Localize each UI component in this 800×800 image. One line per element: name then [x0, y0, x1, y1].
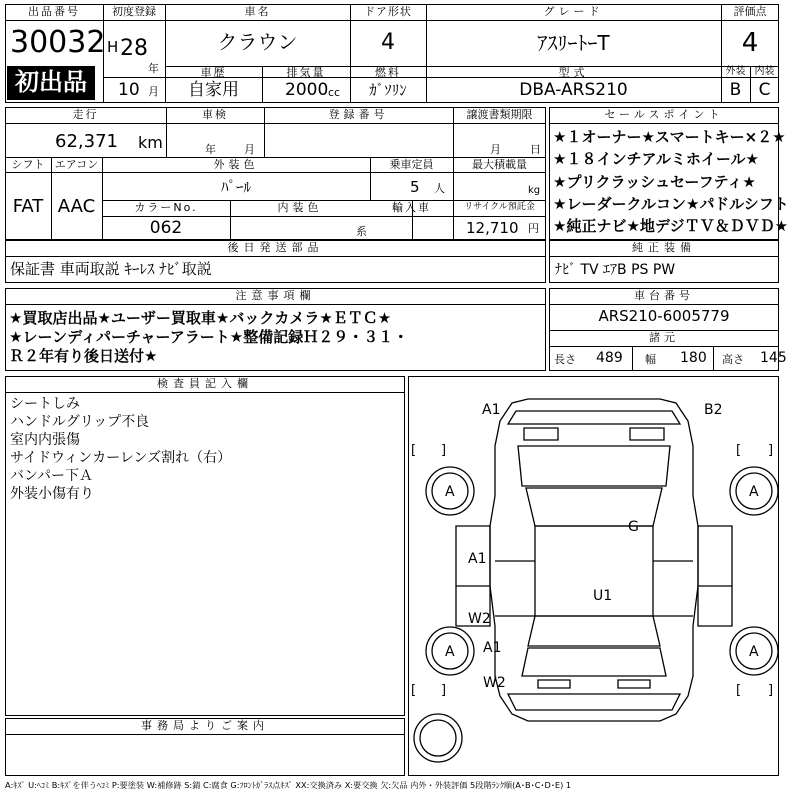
mark-wheel-rl: A — [445, 644, 455, 660]
divider — [549, 123, 779, 124]
recycle-label: リサイクル預託金 — [464, 202, 535, 212]
mark-rear-fender: A1 — [483, 640, 502, 656]
first-reg-label: 初度登録 — [112, 5, 156, 18]
year-num: 28 — [120, 36, 148, 61]
month-num: 10 — [118, 80, 140, 100]
inspector-line: 外装小傷有り — [10, 486, 94, 502]
width-label: 幅 — [645, 353, 656, 366]
car-name-label: 車名 — [244, 5, 271, 18]
lot-no-label: 出品番号 — [28, 5, 80, 18]
bracket-left-front-close: ] — [441, 443, 447, 458]
car-diagram-svg — [408, 376, 779, 776]
history-label: 車歴 — [200, 66, 227, 79]
displacement-label: 排気量 — [286, 66, 326, 79]
bracket-left-rear: [ — [411, 683, 417, 698]
era: H — [107, 38, 119, 56]
bracket-left-front: [ — [411, 443, 417, 458]
capacity-value: 5 — [410, 178, 420, 196]
capacity-unit: 人 — [434, 182, 445, 195]
divider — [5, 304, 546, 305]
equipment-title: 純正装備 — [632, 241, 696, 254]
exterior-label: 外装 — [725, 66, 746, 77]
office-title: 事務局よりご案内 — [141, 719, 269, 732]
bracket-left-rear-close: ] — [441, 683, 447, 698]
door-label: ドア形状 — [364, 5, 412, 18]
transfer-day-unit: 日 — [530, 143, 541, 156]
fuel-value: ｶﾞｿﾘﾝ — [369, 81, 407, 99]
inspection-year-unit: 年 — [205, 143, 216, 156]
height-label: 高さ — [722, 353, 744, 366]
divider — [549, 256, 779, 257]
capacity-label: 乗車定員 — [389, 158, 434, 171]
shift-value: FAT — [12, 196, 44, 217]
front-lights-outline — [524, 428, 664, 440]
displacement-unit: cc — [328, 86, 341, 99]
ext-color-label: 外装色 — [213, 158, 259, 171]
equipment-text: ﾅﾋﾞ TV ｴｱB PS PW — [555, 262, 676, 278]
mark-left-front-door: A1 — [468, 551, 487, 567]
transfer-month-unit: 月 — [490, 143, 501, 156]
length-label: 長さ — [554, 353, 576, 366]
notes-line: ★買取店出品★ユーザー買取車★バックカメラ★ＥＴＣ★ — [9, 309, 392, 327]
mark-wheel-fl: A — [445, 484, 455, 500]
year-unit: 年 — [148, 62, 159, 75]
mileage-value: 62,371 — [55, 131, 118, 152]
spare-tire-outer — [414, 714, 462, 762]
vehicle-info-section — [5, 107, 546, 240]
divider — [5, 20, 103, 21]
door-value: 4 — [381, 30, 395, 55]
max-load-unit: kg — [528, 185, 541, 196]
hood-outline — [518, 446, 670, 486]
displacement-value: 2000 — [285, 80, 329, 100]
registration-label: 登録番号 — [328, 108, 389, 121]
notes-line: ★レーンディパーチャーアラート★整備記録Ｈ２９・３１・ — [9, 328, 409, 346]
mark-front-left: A1 — [482, 402, 501, 418]
inspector-line: 室内内張傷 — [10, 432, 80, 448]
bracket-right-rear: [ — [736, 683, 742, 698]
sales-point-line: ★１オーナー★スマートキー×２★ — [553, 128, 786, 146]
shift-label: シフト — [11, 158, 45, 171]
ac-value: AAC — [57, 196, 96, 217]
exterior-grade: B — [729, 80, 742, 100]
first-listing-badge-text: 初出品 — [15, 68, 87, 96]
divider — [5, 123, 546, 124]
sales-points-title: セールスポイント — [604, 108, 724, 121]
divider — [5, 172, 546, 173]
rear-bumper-outline — [508, 694, 680, 710]
color-no-label: カラーNo. — [134, 201, 198, 214]
interior-grade: C — [758, 80, 771, 100]
divider — [5, 392, 405, 393]
windshield-outline — [526, 488, 662, 526]
interior-label: 内装 — [754, 66, 775, 77]
divider — [5, 256, 546, 257]
grade-label: グレード — [543, 5, 604, 18]
later-parts-title: 後日発送部品 — [227, 241, 324, 254]
bracket-right-rear-close: ] — [768, 683, 774, 698]
lot-no: 30032 — [10, 25, 106, 60]
bracket-right-front-close: ] — [768, 443, 774, 458]
height-value: 145 — [760, 350, 787, 366]
inspection-label: 車検 — [202, 108, 228, 121]
divider — [549, 346, 779, 347]
divider — [102, 216, 546, 217]
recycle-unit: 円 — [528, 222, 539, 235]
sales-point-line: ★純正ナビ★地デジＴＶ＆ＤＶＤ★ — [553, 217, 789, 235]
mark-front-right: B2 — [704, 402, 723, 418]
notes-line: Ｒ２年有り後日送付★ — [9, 347, 158, 365]
inspector-line: バンパー下Ａ — [10, 468, 94, 484]
fuel-label: 燃料 — [375, 66, 401, 79]
mark-left-rear-door: W2 — [468, 611, 491, 627]
dims-title: 諸元 — [649, 331, 679, 344]
mark-floor: U1 — [593, 588, 613, 604]
max-load-label: 最大積載量 — [472, 158, 527, 171]
rear-lights-outline — [538, 680, 650, 688]
legend-text: A:ｷｽﾞ U:ﾍｺﾐ B:ｷｽﾞを伴うﾍｺﾐ P:要塗装 W:補修跡 S:錆 C:腐食 G:ﾌﾛﾝﾄｶﾞﾗｽ点ｷｽﾞ XX:交換済み X:要交換 欠:欠品 内外・外装評価 5段階ﾗﾝｸ順(A･B･C･D･E) 1 — [5, 780, 572, 790]
recycle-value: 12,710 — [466, 219, 519, 237]
model-value: DBA-ARS210 — [519, 80, 628, 100]
inspector-line: ハンドルグリップ不良 — [10, 414, 150, 430]
mileage-unit: km — [138, 133, 163, 152]
mark-wheel-rr: A — [749, 644, 759, 660]
model-label: 型式 — [558, 66, 589, 79]
inspection-month-unit: 月 — [244, 143, 255, 156]
import-label: 輸入車 — [392, 201, 431, 214]
score-label: 評価点 — [733, 5, 767, 18]
front-bumper-outline — [508, 411, 680, 424]
inspector-line: サイドウィンカーレンズ割れ（右） — [10, 450, 232, 466]
int-color-unit: 系 — [356, 225, 367, 238]
spare-tire-inner — [420, 720, 456, 756]
score-value: 4 — [741, 28, 759, 58]
chassis-title: 車台番号 — [634, 289, 694, 302]
mark-wheel-fr: A — [749, 484, 759, 500]
sales-point-line: ★レーダークルコン★パドルシフト — [553, 195, 789, 213]
mileage-label: 走行 — [72, 108, 99, 121]
transfer-deadline-label: 譲渡書類期限 — [466, 108, 533, 121]
width-value: 180 — [680, 350, 707, 366]
later-parts-text: 保証書 車両取説 ｷｰﾚｽ ﾅﾋﾞ取説 — [10, 260, 212, 278]
right-side-outline — [698, 526, 732, 626]
mark-rear-bumper: W2 — [483, 675, 506, 691]
divider — [632, 346, 633, 371]
int-color-label: 内装色 — [277, 201, 323, 214]
divider — [713, 346, 714, 371]
divider — [103, 20, 778, 21]
mark-roof: G — [628, 519, 639, 535]
month-unit: 月 — [148, 85, 159, 98]
bracket-right-front: [ — [736, 443, 742, 458]
notes-title: 注意事項欄 — [235, 289, 316, 302]
chassis-value: ARS210-6005779 — [598, 307, 730, 325]
sales-point-line: ★１８インチアルミホイール★ — [553, 150, 759, 168]
inspector-line: シートしみ — [10, 396, 80, 412]
ac-label: エアコン — [54, 158, 99, 171]
car-name: クラウン — [217, 30, 298, 54]
sales-point-line: ★プリクラッシュセーフティ★ — [553, 173, 756, 191]
divider — [549, 304, 779, 305]
car-outline — [490, 399, 698, 721]
length-value: 489 — [596, 350, 623, 366]
color-no-value: 062 — [149, 218, 183, 238]
ext-color-value: ﾊﾟｰﾙ — [220, 178, 251, 196]
rear-glass-outline — [528, 616, 660, 646]
grade-value: ｱｽﾘｰﾄｰT — [537, 31, 610, 55]
history-value: 自家用 — [188, 80, 239, 100]
inspector-title: 検査員記入欄 — [157, 377, 253, 390]
trunk-outline — [522, 648, 666, 676]
divider — [5, 734, 405, 735]
